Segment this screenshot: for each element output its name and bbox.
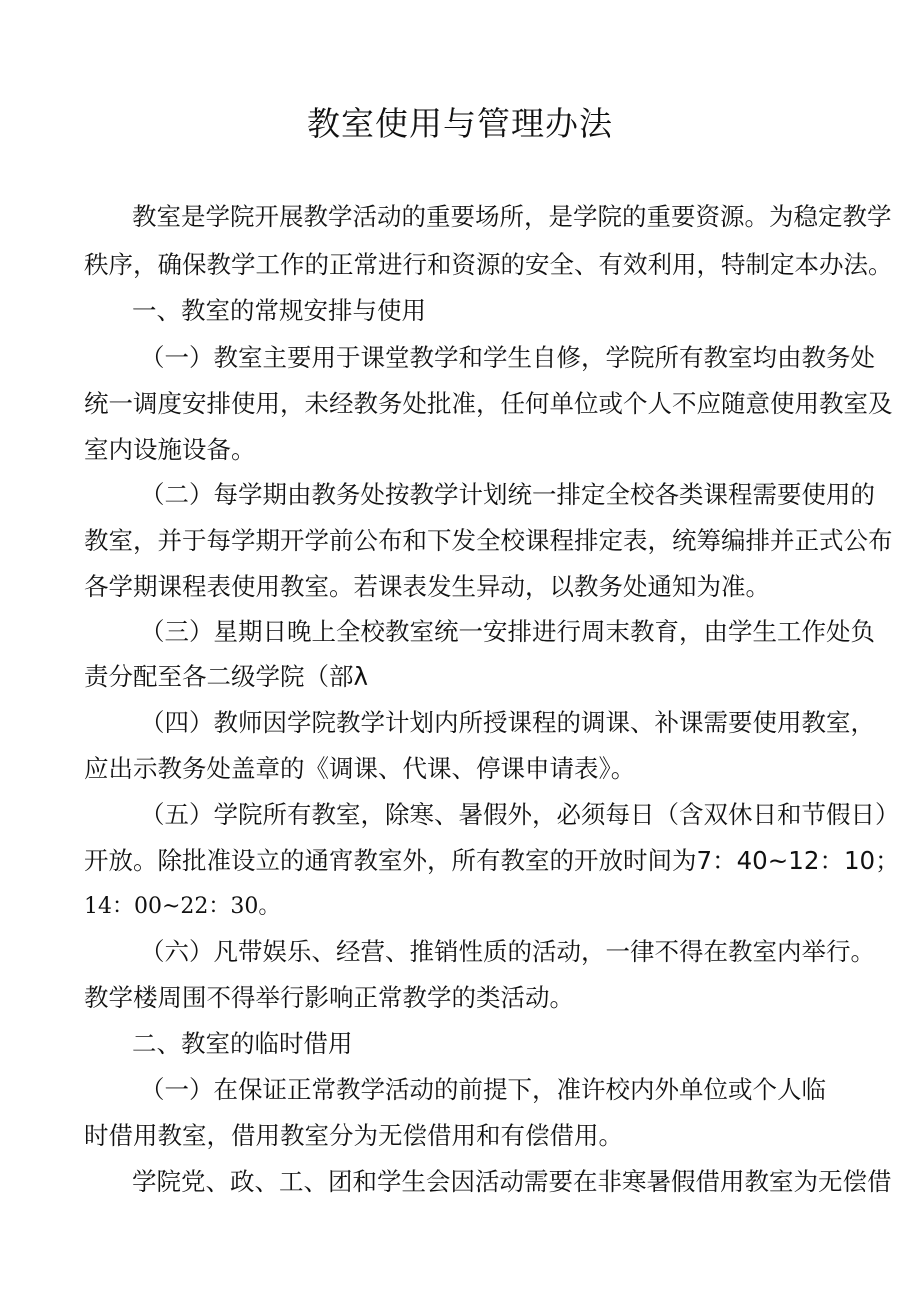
paragraph-line-5-1: （五）学院所有教室，除寒、暑假外，必须每日（含双休日和节假日） xyxy=(140,800,900,829)
paragraph-line-1-3: 室内设施设备。 xyxy=(84,435,256,464)
paragraph-line-2-1: （二）每学期由教务处按教学计划统一排定全校各类课程需要使用的 xyxy=(140,480,875,509)
paragraph-line-4-1: （四）教师因学院教学计划内所授课程的调课、补课需要使用教室， xyxy=(140,708,875,737)
paragraph-line-4-2: 应出示教务处盖章的《调课、代课、停课申请表》。 xyxy=(84,754,636,783)
paragraph-line-1-2: 统一调度安排使用，未经教务处批准，任何单位或个人不应随意使用教室及 xyxy=(84,389,893,418)
paragraph-line-intro-1: 教室是学院开展教学活动的重要场所，是学院的重要资源。为稳定教学 xyxy=(132,202,892,231)
paragraph-line-8-1: 学院党、政、工、团和学生会因活动需要在非寒暑假借用教室为无偿借 xyxy=(132,1167,892,1196)
paragraph-line-2-2: 教室，并于每学期开学前公布和下发全校课程排定表，统筹编排并正式公布 xyxy=(84,526,893,555)
section-heading-1: 一、教室的常规安排与使用 xyxy=(132,296,426,325)
paragraph-line-6-1: （六）凡带娱乐、经营、推销性质的活动，一律不得在教室内举行。 xyxy=(140,937,875,966)
paragraph-line-3-1: （三）星期日晚上全校教室统一安排进行周末教育，由学生工作处负 xyxy=(140,617,875,646)
paragraph-line-1-1: （一）教室主要用于课堂教学和学生自修，学院所有教室均由教务处 xyxy=(140,343,875,372)
section-heading-2: 二、教室的临时借用 xyxy=(132,1029,353,1058)
paragraph-line-3-2: 责分配至各二级学院（部λ xyxy=(84,662,368,691)
paragraph-line-7-1: （一）在保证正常教学活动的前提下，准许校内外单位或个人临 xyxy=(140,1075,826,1104)
paragraph-line-2-3: 各学期课程表使用教室。若课表发生异动，以教务处通知为准。 xyxy=(84,572,770,601)
paragraph-line-intro-2: 秩序，确保教学工作的正常进行和资源的安全、有效利用，特制定本办法。 xyxy=(84,250,893,279)
document-title: 教室使用与管理办法 xyxy=(307,104,613,143)
paragraph-line-5-2: 开放。除批准设立的通宵教室外，所有教室的开放时间为7：40~12：10； xyxy=(84,846,900,875)
paragraph-line-5-3: 14：00~22：30。 xyxy=(84,894,281,919)
paragraph-line-6-2: 教学楼周围不得举行影响正常教学的类活动。 xyxy=(84,983,574,1012)
paragraph-line-7-2: 时借用教室，借用教室分为无偿借用和有偿借用。 xyxy=(84,1121,623,1150)
